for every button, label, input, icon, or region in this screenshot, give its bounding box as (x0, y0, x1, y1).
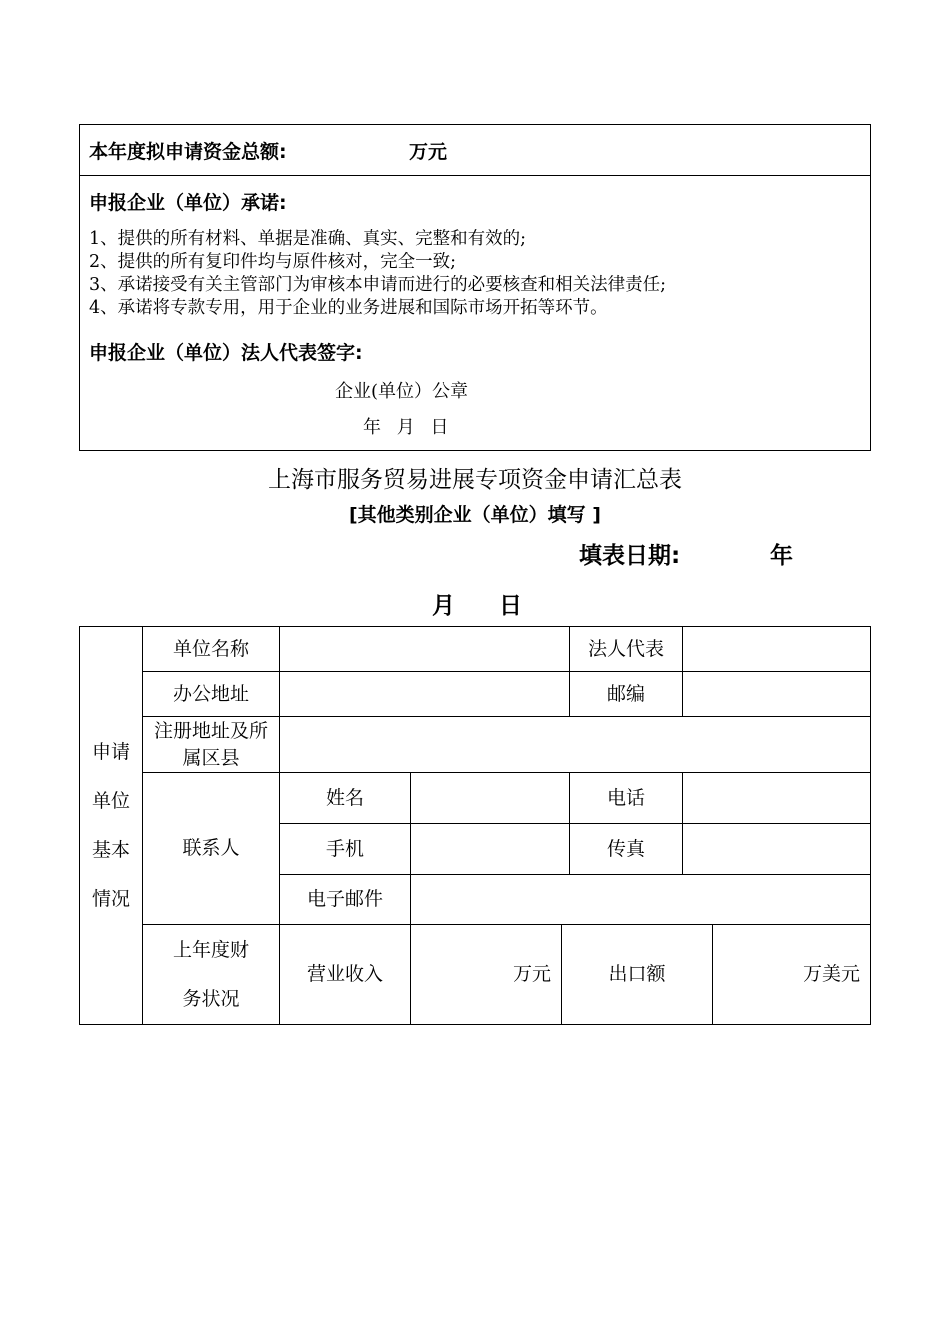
form-subtitle: [其他类别企业（单位）填写 ] (349, 504, 601, 526)
promise-item: 2、提供的所有复印件均与原件核对，完全一致; (89, 252, 457, 272)
contact-name-field[interactable] (411, 773, 569, 823)
unit-name-field[interactable] (280, 627, 569, 671)
fax-label: 传真 (606, 837, 645, 860)
office-address-label: 办公地址 (172, 682, 249, 705)
phone-field[interactable] (683, 773, 870, 823)
revenue-unit: 万元 (512, 963, 551, 985)
export-label: 出口额 (608, 963, 666, 985)
fill-date-month-day: 月 日 (432, 593, 523, 619)
seal-label: 企业(单位）公章 (335, 381, 469, 402)
contact-label: 联系人 (182, 837, 240, 859)
section-label-line: 单位 (91, 789, 130, 812)
form-title: 上海市服务贸易进展专项资金申请汇总表 (268, 467, 682, 493)
section-label (80, 627, 142, 1024)
section-label-line: 申请 (91, 740, 130, 763)
postcode-label: 邮编 (606, 682, 645, 705)
amount-label: 本年度拟申请资金总额: (89, 141, 287, 163)
promise-item: 4、承诺将专款专用，用于企业的业务进展和国际市场开拓等环节。 (89, 298, 608, 318)
fax-field[interactable] (683, 824, 870, 874)
promise-title: 申报企业（单位）承诺: (89, 192, 287, 214)
mobile-field[interactable] (411, 824, 569, 874)
revenue-field[interactable] (411, 925, 561, 1024)
phone-label: 电话 (606, 786, 645, 809)
seal-date: 年 月 日 (363, 417, 449, 438)
registered-address-field[interactable] (280, 717, 870, 772)
postcode-field[interactable] (683, 672, 870, 716)
section-label-line: 基本 (91, 838, 130, 861)
unit-name-label: 单位名称 (172, 637, 249, 660)
registered-address-label: 注册地址及所属区县 (153, 719, 268, 769)
contact-name-label: 姓名 (325, 786, 364, 809)
promise-item: 1、提供的所有材料、单据是准确、真实、完整和有效的; (89, 229, 527, 249)
export-field[interactable] (713, 925, 870, 1024)
finance-label: 上年度财务状况 (172, 938, 249, 1010)
legal-rep-signature-label: 申报企业（单位）法人代表签字: (89, 342, 363, 364)
mobile-label: 手机 (325, 837, 364, 860)
export-unit: 万美元 (802, 963, 860, 985)
revenue-label: 营业收入 (306, 963, 383, 985)
legal-rep-field[interactable] (683, 627, 870, 671)
fill-date-year: 年 (770, 543, 793, 569)
email-field[interactable] (411, 875, 870, 924)
office-address-field[interactable] (280, 672, 569, 716)
email-label: 电子邮件 (306, 888, 383, 910)
section-label-line: 情况 (91, 887, 130, 910)
amount-unit: 万元 (409, 141, 448, 163)
legal-rep-label: 法人代表 (587, 637, 664, 660)
promise-item: 3、承诺接受有关主管部门为审核本申请而进行的必要核查和相关法律责任; (89, 275, 667, 295)
fill-date-label: 填表日期: (579, 543, 681, 569)
